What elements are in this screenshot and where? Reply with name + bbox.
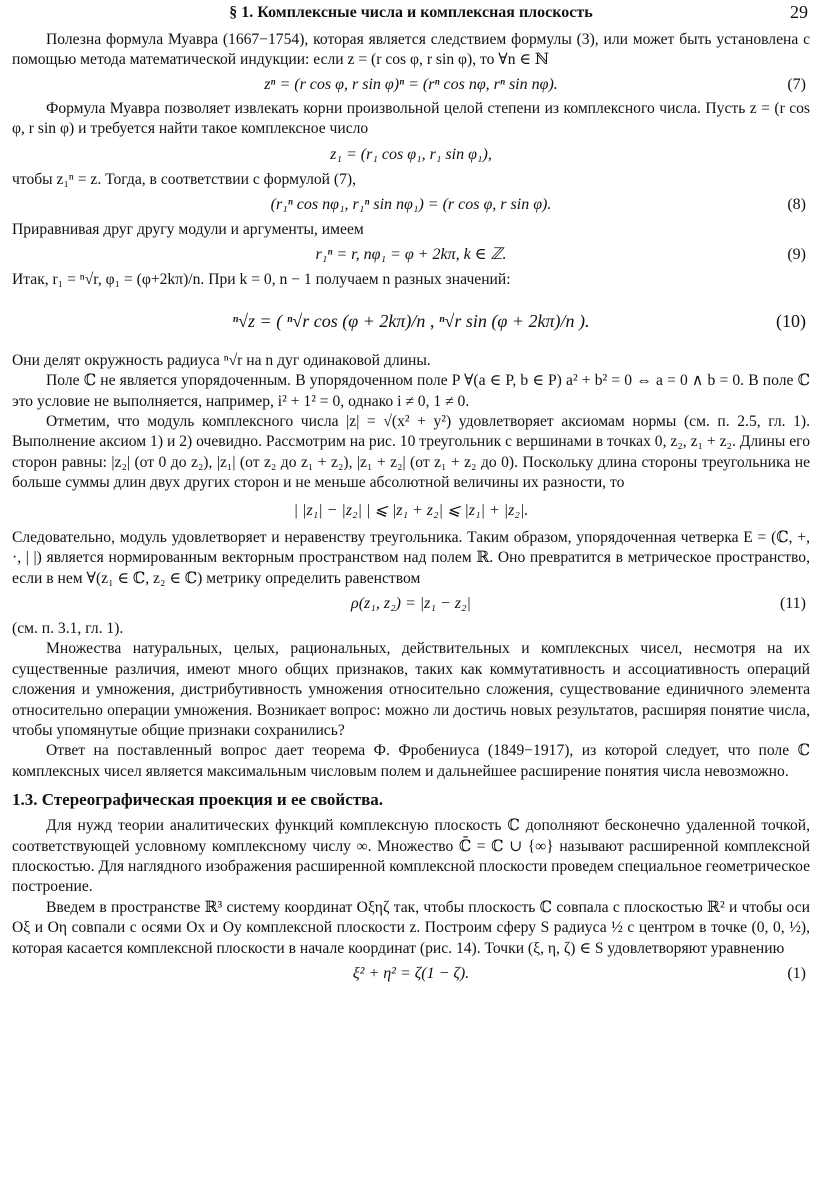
equation-triangle-body: | |z₁| − |z₂| | ⩽ |z₁ + z₂| ⩽ |z₁| + |z₂|. bbox=[293, 501, 529, 519]
equation-10-number: (10) bbox=[776, 310, 806, 331]
equation-11 bbox=[12, 589, 810, 619]
equation-8-body: (r₁ⁿ cos nφ₁, r₁ⁿ sin nφ₁) = (r cos φ, r sin φ). bbox=[270, 196, 552, 214]
equation-1 bbox=[12, 959, 810, 989]
equation-8 bbox=[12, 190, 810, 220]
section-heading: 1.3. Стереографическая проекция и ее свойства. bbox=[12, 790, 384, 810]
equation-10 bbox=[12, 291, 810, 351]
equation-7 bbox=[12, 71, 810, 99]
paragraph-condition: чтобы z₁ⁿ = z. Тогда, в соответствии с формулой (7), bbox=[12, 170, 356, 188]
page-header bbox=[12, 4, 810, 30]
equation-1-number: (1) bbox=[787, 965, 806, 982]
equation-z1-body: z₁ = (r₁ cos φ₁, r₁ sin φ₁), bbox=[330, 145, 492, 163]
paragraph-frobenius: Ответ на поставленный вопрос дает теорема Ф. Фробениуса (1849−1917), из которой следует, что поле ℂ комплексных чисел является максимальным числовым полем и дальнейшее расширение понятия числа невозможно. bbox=[12, 742, 810, 780]
equation-11-body: ρ(z₁, z₂) = |z₁ − z₂| bbox=[351, 594, 471, 612]
equation-7-body: zⁿ = (r cos φ, r sin φ)ⁿ = (rⁿ cos nφ, rⁿ sin nφ). bbox=[264, 75, 558, 93]
equation-1-body: ξ² + η² = ζ(1 − ζ). bbox=[352, 965, 470, 982]
equation-8-number: (8) bbox=[787, 196, 806, 214]
equation-9-number: (9) bbox=[787, 246, 806, 264]
paragraph-roots-result: Итак, r₁ = ⁿ√r, φ₁ = (φ+2kπ)/n. При k = 0, n − 1 получаем n разных значений: bbox=[12, 271, 511, 289]
page-number: 29 bbox=[790, 2, 808, 22]
page bbox=[12, 0, 810, 989]
running-title: § 1. Комплексные числа и комплексная плоскость bbox=[229, 4, 593, 21]
paragraph-moivre-intro: Полезна формула Муавра (1667−1754), которая является следствием формулы (3), или может быть установлена с помощью метода математической индукции: если z = (r cos φ, r sin φ), то ∀n ∈ ℕ bbox=[12, 31, 810, 69]
paragraph-not-ordered: Поле ℂ не является упорядоченным. В упорядоченном поле P ∀(a ∈ P, b ∈ P) a² + b² = 0 ⇔ a = 0 ∧ b = 0. В поле ℂ это условие не выполняется, например, i² + 1² = 0, однако i ≠ 0, 1 ≠ 0. bbox=[12, 372, 810, 410]
equation-10-body: ⁿ√z = ( ⁿ√r cos (φ + 2kπ)/n , ⁿ√r sin (φ + 2kπ)/n ). bbox=[232, 310, 590, 331]
paragraph-reference: (см. п. 3.1, гл. 1). bbox=[12, 619, 124, 637]
paragraph-sphere: Введем в пространстве ℝ³ систему координат Oξηζ так, чтобы плоскость ℂ совпала с плоскостью ℝ² и чтобы оси Oξ и Oη совпали с осями Ox и Oy комплексной плоскости z. Построим сферу S радиуса ½ с центром в точке (0, 0, ½), которая касается комплексной плоскости в начале координат (рис. 14). Точки (ξ, η, ζ) ∈ S удовлетворяют уравнению bbox=[12, 898, 810, 957]
paragraph-circle: Они делят окружность радиуса ⁿ√r на n дуг одинаковой длины. bbox=[12, 351, 431, 369]
paragraph-number-sets: Множества натуральных, целых, рациональных, действительных и комплексных чисел, несмотря на их существенные различия, имеют много общих признаков, таких как коммутативность и ассоциативность операций сложения и умножения, дистрибутивность умножения относительно сложения, существование единичного элемента относительно операции умножения. Возникает вопрос: можно ли достичь новых результатов, расширяя понятие числа, чтобы упомянутые общие признаки сохранились? bbox=[12, 640, 810, 739]
equation-7-number: (7) bbox=[787, 75, 806, 93]
equation-9 bbox=[12, 240, 810, 270]
equation-z1 bbox=[12, 140, 810, 170]
equation-11-number: (11) bbox=[779, 594, 806, 612]
equation-triangle bbox=[12, 494, 810, 528]
equation-9-body: r₁ⁿ = r, nφ₁ = φ + 2kπ, k ∈ ℤ. bbox=[315, 246, 507, 264]
paragraph-roots-intro: Формула Муавра позволяет извлекать корни произвольной целой степени из комплексного числа. Пусть z = (r cos φ, r sin φ) и требуется найти такое комплексное число bbox=[12, 99, 810, 138]
paragraph-extended-plane: Для нужд теории аналитических функций комплексную плоскость ℂ дополняют бесконечно удаленной точкой, соответствующей условному комплексному числу ∞. Множество ℂ̄ = ℂ ∪ {∞} называют расширенной комплексной плоскостью. Для наглядного изображения расширенной комплексной плоскости проведем специальное геометрическое построение. bbox=[12, 817, 810, 896]
paragraph-equate: Приравнивая друг другу модули и аргументы, имеем bbox=[12, 221, 364, 239]
paragraph-norm: Отметим, что модуль комплексного числа |z| = √(x² + y²) удовлетворяет аксиомам нормы (см. п. 2.5, гл. 1). Выполнение аксиом 1) и 2) очевидно. Рассмотрим на рис. 10 треугольник с вершинами в точках 0, z₂, z₁ + z₂. Длины его сторон равны: |z₂| (от 0 до z₂), |z₁| (от z₂ до z₁ + z₂), |z₁ + z₂| (от z₁ + z₂ до 0). Поскольку длина стороны треугольника не больше суммы длин двух других сторон и не меньше абсолютной величины их разности, то bbox=[12, 413, 810, 492]
paragraph-normed-space: Следовательно, модуль удовлетворяет и неравенству треугольника. Таким образом, упорядоченная четверка E = (ℂ, +, ·, | |) является нормированным векторным пространством над полем ℝ. Оно превратится в метрическое пространство, если в нем ∀(z₁ ∈ ℂ, z₂ ∈ ℂ) метрику определить равенством bbox=[12, 528, 810, 587]
